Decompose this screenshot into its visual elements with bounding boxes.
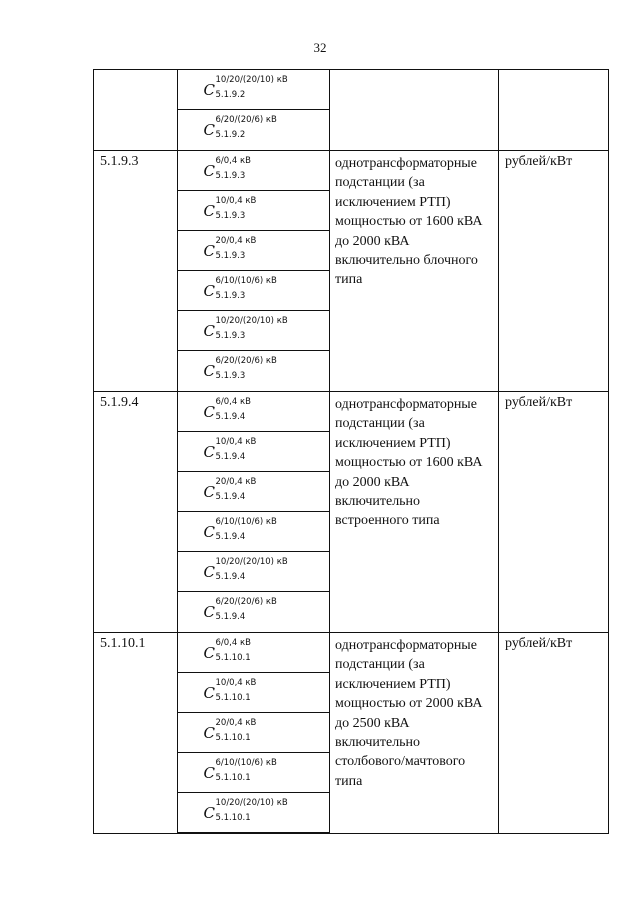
formula-cell [178, 311, 329, 351]
formula-column [178, 633, 330, 833]
table-section [94, 392, 609, 633]
formula-subscript: 5.1.9.3 [215, 170, 246, 181]
formula-letter: C [203, 643, 215, 662]
formula-cell [178, 151, 329, 191]
formula [204, 477, 304, 507]
formula-superscript: 6/0,4 кВ [215, 637, 251, 648]
formula-superscript: 10/20/(20/10) кВ [215, 74, 288, 85]
formula-cell [178, 351, 329, 391]
formula-cell [178, 271, 329, 311]
formula-cell [178, 70, 329, 110]
formula-letter: C [203, 763, 215, 782]
formula-superscript: 6/0,4 кВ [215, 396, 251, 407]
formula-cell [178, 793, 329, 833]
formula [204, 718, 304, 748]
formula-superscript: 20/0,4 кВ [215, 717, 257, 728]
formula-letter: C [203, 442, 215, 461]
formula-superscript: 20/0,4 кВ [215, 235, 257, 246]
formula [204, 196, 304, 226]
formula [204, 397, 304, 427]
formula-superscript: 10/0,4 кВ [215, 677, 257, 688]
formula-cell [178, 753, 329, 793]
section-description [330, 70, 499, 150]
formula-cell [178, 713, 329, 753]
formula-subscript: 5.1.9.3 [215, 290, 246, 301]
formula-superscript: 10/20/(20/10) кВ [215, 556, 288, 567]
formula-letter: C [203, 482, 215, 501]
formula-column [178, 70, 330, 150]
formula-superscript: 6/20/(20/6) кВ [215, 115, 277, 125]
formula-subscript: 5.1.9.2 [215, 89, 246, 100]
formula-column [178, 151, 330, 391]
formula-cell [178, 191, 329, 231]
formula-subscript: 5.1.9.4 [215, 411, 246, 422]
tariff-table [93, 69, 609, 834]
formula-superscript: 10/0,4 кВ [215, 436, 257, 447]
formula-subscript: 5.1.9.3 [215, 330, 246, 341]
formula-letter: C [203, 362, 215, 380]
formula [204, 75, 304, 105]
formula [204, 517, 304, 547]
formula-cell [178, 552, 329, 592]
formula-subscript: 5.1.9.3 [215, 210, 246, 221]
formula-subscript: 5.1.10.1 [215, 732, 251, 743]
formula-column [178, 392, 330, 632]
formula-letter: C [203, 321, 215, 340]
section-description: однотрансформаторные подстанции (за исключением РТП) мощностью от 1600 кВА до 2000 кВА включительно встроенного типа [330, 392, 499, 632]
formula-letter: C [203, 201, 215, 220]
formula-superscript: 6/20/(20/6) кВ [215, 597, 277, 607]
formula [204, 678, 304, 708]
formula [204, 356, 304, 386]
formula-cell [178, 432, 329, 472]
formula-letter: C [203, 402, 215, 421]
formula-cell [178, 512, 329, 552]
formula-letter: C [203, 161, 215, 180]
formula [204, 156, 304, 186]
formula-cell [178, 231, 329, 271]
formula-superscript: 6/10/(10/6) кВ [215, 516, 277, 527]
formula-subscript: 5.1.10.1 [215, 652, 251, 663]
formula-letter: C [203, 522, 215, 541]
formula-subscript: 5.1.10.1 [215, 692, 251, 703]
formula-superscript: 10/0,4 кВ [215, 195, 257, 206]
formula-letter: C [203, 603, 215, 621]
section-unit [499, 70, 609, 150]
formula [204, 597, 304, 627]
formula-letter: C [203, 683, 215, 702]
page-number: 32 [313, 40, 327, 55]
formula-superscript: 10/20/(20/10) кВ [215, 315, 288, 326]
formula-subscript: 5.1.10.1 [215, 812, 251, 823]
formula-cell [178, 472, 329, 512]
formula-cell [178, 392, 329, 432]
formula-letter: C [203, 121, 215, 139]
section-code: 5.1.10.1 [94, 633, 178, 833]
formula-subscript: 5.1.9.3 [215, 250, 246, 261]
formula [204, 758, 304, 788]
section-code: 5.1.9.4 [94, 392, 178, 632]
formula-letter: C [203, 241, 215, 260]
formula-subscript: 5.1.9.4 [215, 571, 246, 582]
formula [204, 557, 304, 587]
formula-letter: C [203, 562, 215, 581]
section-code [94, 70, 178, 150]
formula-letter: C [203, 80, 215, 99]
section-unit: рублей/кВт [499, 633, 609, 833]
formula [204, 316, 304, 346]
table-section [94, 633, 609, 834]
formula-subscript: 5.1.9.3 [215, 371, 246, 381]
section-unit: рублей/кВт [499, 392, 609, 632]
table-section [94, 70, 609, 151]
formula [204, 276, 304, 306]
section-description: однотрансформаторные подстанции (за исключением РТП) мощностью от 1600 кВА до 2000 кВА включительно блочного типа [330, 151, 499, 391]
formula [204, 115, 304, 145]
section-code: 5.1.9.3 [94, 151, 178, 391]
formula [204, 236, 304, 266]
formula-subscript: 5.1.9.4 [215, 531, 246, 542]
table-section [94, 151, 609, 392]
formula-subscript: 5.1.9.4 [215, 491, 246, 502]
section-description: однотрансформаторные подстанции (за исключением РТП) мощностью от 2000 кВА до 2500 кВА включительно столбового/мачтового типа [330, 633, 499, 833]
formula-superscript: 6/10/(10/6) кВ [215, 275, 277, 286]
formula-superscript: 20/0,4 кВ [215, 476, 257, 487]
formula-cell [178, 633, 329, 673]
formula-letter: C [203, 803, 215, 822]
formula [204, 798, 304, 828]
formula-subscript: 5.1.9.4 [215, 451, 246, 462]
formula [204, 437, 304, 467]
formula-superscript: 6/0,4 кВ [215, 155, 251, 166]
formula-superscript: 10/20/(20/10) кВ [215, 797, 288, 808]
formula-superscript: 6/10/(10/6) кВ [215, 757, 277, 768]
section-unit: рублей/кВт [499, 151, 609, 391]
formula-cell [178, 673, 329, 713]
formula-letter: C [203, 281, 215, 300]
formula-subscript: 5.1.9.2 [215, 130, 246, 140]
formula [204, 638, 304, 668]
formula-subscript: 5.1.9.4 [215, 612, 246, 622]
formula-subscript: 5.1.10.1 [215, 772, 251, 783]
formula-superscript: 6/20/(20/6) кВ [215, 356, 277, 366]
formula-letter: C [203, 723, 215, 742]
formula-cell [178, 110, 329, 150]
formula-cell [178, 592, 329, 632]
